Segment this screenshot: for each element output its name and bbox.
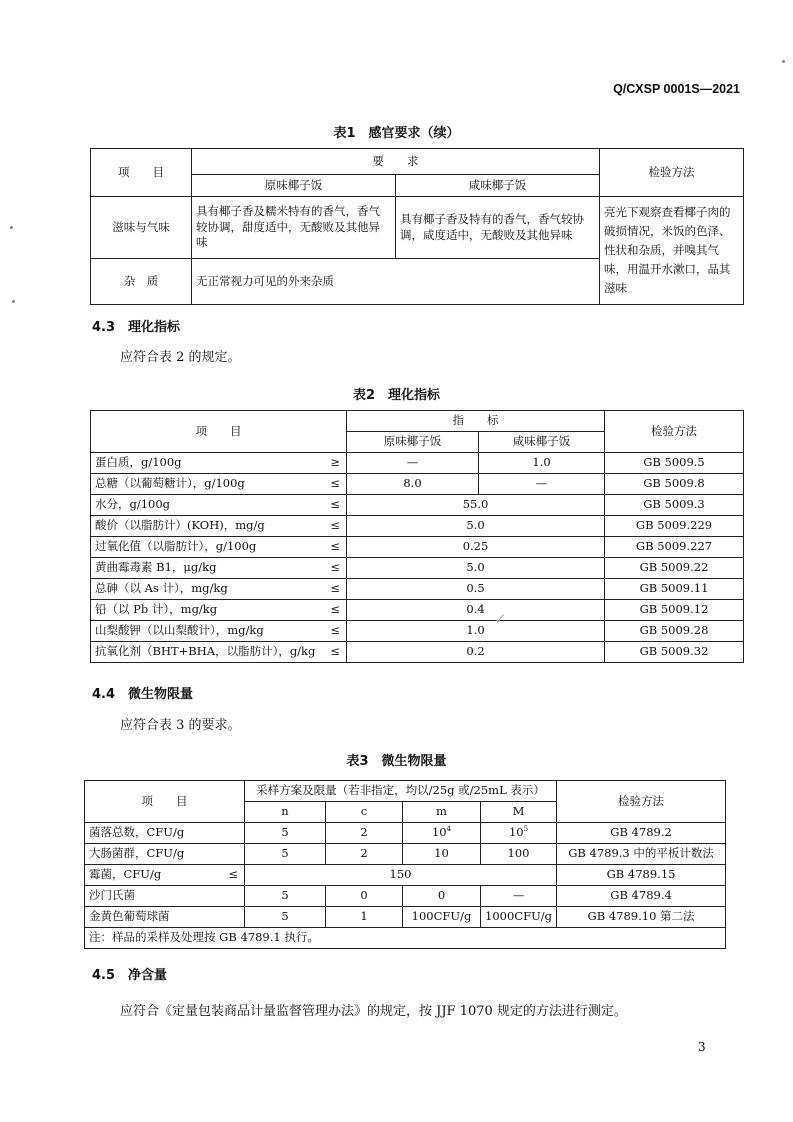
- scan-speck: [12, 300, 15, 303]
- item-text: 水分，g/100g: [95, 497, 171, 512]
- table2-value: 0.25: [347, 537, 605, 558]
- table2-value: 0.2: [347, 642, 605, 663]
- table2-header-original: 原味椰子饭: [347, 432, 479, 453]
- table3-c: 2: [326, 844, 403, 865]
- table3-header-M: M: [481, 802, 557, 823]
- table2-value: 5.0: [347, 516, 605, 537]
- table2-method: GB 5009.5: [605, 453, 744, 474]
- table3-header-m: m: [403, 802, 481, 823]
- table1-row-taste-salty: 具有椰子香及特有的香气，香气较协调，咸度适中，无酸败及其他异味: [396, 197, 600, 259]
- table2-item: [91, 474, 347, 495]
- m-base: 10: [431, 825, 447, 840]
- table2-header-method: 检验方法: [605, 411, 744, 453]
- scan-speck: [10, 226, 13, 229]
- section-4-3-title: 4.3 理化指标: [92, 320, 181, 335]
- table2-value: 1.0: [347, 621, 605, 642]
- item-text: 黄曲霉毒素 B1，μg/kg: [95, 560, 217, 575]
- table3-microbiological: [84, 780, 726, 949]
- table3-note: 注：样品的采样及处理按 GB 4789.1 执行。: [85, 928, 726, 949]
- table2-physicochemical: [90, 410, 744, 663]
- table2-method: GB 5009.8: [605, 474, 744, 495]
- table2-header-salty: 咸味椰子饭: [479, 432, 605, 453]
- table3-item: 大肠菌群，CFU/g: [85, 844, 245, 865]
- page-number: 3: [698, 1040, 706, 1054]
- table2-header-index: 指 标: [347, 411, 605, 432]
- table-row: [85, 823, 726, 844]
- table-row: [91, 621, 744, 642]
- table-row: [91, 516, 744, 537]
- table2-method: GB 5009.3: [605, 495, 744, 516]
- table3-M: —: [481, 886, 557, 907]
- table3-m: [403, 823, 481, 844]
- m-exponent: 4: [446, 825, 452, 834]
- table1-header-requirement: 要 求: [192, 149, 600, 175]
- table3-header-n: n: [245, 802, 326, 823]
- item-text: 总糖（以葡萄糖计），g/100g: [95, 476, 245, 491]
- section-4-4-title: 4.4 微生物限量: [92, 687, 194, 702]
- table1-header-method: 检验方法: [600, 149, 744, 197]
- table1-header-original: 原味椰子饭: [192, 175, 396, 197]
- table-row: [91, 579, 744, 600]
- table2-salty-value: —: [479, 474, 605, 495]
- table1-caption: 表1 感官要求（续）: [333, 126, 460, 141]
- table3-value: 150: [245, 865, 557, 886]
- table2-method: GB 5009.229: [605, 516, 744, 537]
- table2-item: [91, 453, 347, 474]
- table2-item: [91, 579, 347, 600]
- section-4-5-text: 应符合《定量包装商品计量监督管理办法》的规定，按 JJF 1070 规定的方法进行测定。: [120, 1004, 627, 1019]
- table3-m: 100CFU/g: [403, 907, 481, 928]
- table1-method-text: 亮光下观察查看椰子肉的破损情况，米饭的色泽、性状和杂质，并嗅其气味，用温开水漱口，品其滋味: [600, 197, 744, 305]
- table2-method: GB 5009.227: [605, 537, 744, 558]
- table-row: [91, 642, 744, 663]
- comparison-symbol: ≤: [330, 560, 340, 575]
- table-row: [85, 886, 726, 907]
- section-4-4-text: 应符合表 3 的要求。: [120, 718, 241, 733]
- table3-n: 5: [245, 907, 326, 928]
- table-row: [91, 474, 744, 495]
- table-row: [85, 844, 726, 865]
- table2-item: [91, 495, 347, 516]
- table3-method: GB 4789.4: [557, 886, 726, 907]
- table3-header-item: 项 目: [85, 781, 245, 823]
- table3-n: 5: [245, 886, 326, 907]
- table3-m: 10: [403, 844, 481, 865]
- comparison-symbol: ≤: [330, 623, 340, 638]
- table3-header-plan: 采样方案及限量（若非指定，均以/25g 或/25mL 表示）: [245, 781, 557, 802]
- table1-row-impurity-item: 杂 质: [91, 259, 192, 305]
- table2-caption: 表2 理化指标: [352, 388, 441, 403]
- table2-value: 5.0: [347, 558, 605, 579]
- table-row: [85, 907, 726, 928]
- table2-method: GB 5009.28: [605, 621, 744, 642]
- table3-c: 0: [326, 886, 403, 907]
- comparison-symbol: ≥: [330, 455, 340, 470]
- table2-item: [91, 516, 347, 537]
- table1-header-salty: 咸味椰子饭: [396, 175, 600, 197]
- item-text: 抗氧化剂（BHT+BHA，以脂肪计），g/kg: [95, 644, 316, 659]
- table2-original-value: 8.0: [347, 474, 479, 495]
- comparison-symbol: ≤: [330, 518, 340, 533]
- table3-c: 2: [326, 823, 403, 844]
- table1-row-impurity-req: 无正常视力可见的外来杂质: [192, 259, 600, 305]
- comparison-symbol: ≤: [330, 476, 340, 491]
- table2-method: GB 5009.11: [605, 579, 744, 600]
- table2-header-item: 项 目: [91, 411, 347, 453]
- table3-n: 5: [245, 823, 326, 844]
- table-row: [91, 453, 744, 474]
- table1-sensory: [90, 148, 744, 305]
- comparison-symbol: ≤: [330, 497, 340, 512]
- check-mark-icon: ✓: [494, 610, 507, 628]
- table1-header-item: 项 目: [91, 149, 192, 197]
- table3-item: 沙门氏菌: [85, 886, 245, 907]
- table2-method: GB 5009.32: [605, 642, 744, 663]
- table3-method: GB 4789.2: [557, 823, 726, 844]
- comparison-symbol: ≤: [330, 581, 340, 596]
- table-row: [91, 600, 744, 621]
- table3-m: 0: [403, 886, 481, 907]
- table2-value: 55.0: [347, 495, 605, 516]
- table3-M: 100: [481, 844, 557, 865]
- item-text: 铅（以 Pb 计），mg/kg: [95, 602, 218, 617]
- table3-header-method: 检验方法: [557, 781, 726, 823]
- table2-salty-value: 1.0: [479, 453, 605, 474]
- comparison-symbol: ≤: [330, 539, 340, 554]
- comparison-symbol: ≤: [228, 867, 238, 882]
- table2-original-value: —: [347, 453, 479, 474]
- section-4-3-text: 应符合表 2 的规定。: [120, 350, 241, 365]
- table3-M: 1000CFU/g: [481, 907, 557, 928]
- M-base: 10: [508, 825, 524, 840]
- table3-header-c: c: [326, 802, 403, 823]
- table3-method: GB 4789.3 中的平板计数法: [557, 844, 726, 865]
- table-row: [91, 495, 744, 516]
- item-text: 过氧化值（以脂肪计），g/100g: [95, 539, 257, 554]
- table2-item: [91, 621, 347, 642]
- table1-row-taste-item: 滋味与气味: [91, 197, 192, 259]
- section-4-5-title: 4.5 净含量: [92, 968, 168, 983]
- table-row: [91, 537, 744, 558]
- table2-item: [91, 537, 347, 558]
- standard-code: Q/CXSP 0001S—2021: [613, 82, 740, 96]
- table-row: [85, 865, 726, 886]
- table2-method: GB 5009.22: [605, 558, 744, 579]
- table2-value: 0.4: [347, 600, 605, 621]
- item-text: 酸价（以脂肪计）(KOH)，mg/g: [95, 518, 265, 533]
- table1-row-taste-original: 具有椰子香及糯米特有的香气，香气较协调，甜度适中，无酸败及其他异味: [192, 197, 396, 259]
- table2-item: [91, 600, 347, 621]
- table-row: [91, 558, 744, 579]
- table3-caption: 表3 微生物限量: [346, 754, 447, 769]
- item-text: 霉菌，CFU/g: [89, 867, 162, 882]
- scan-speck: [782, 60, 785, 63]
- table2-value: 0.5: [347, 579, 605, 600]
- comparison-symbol: ≤: [330, 602, 340, 617]
- table3-M: [481, 823, 557, 844]
- table3-method: GB 4789.15: [557, 865, 726, 886]
- table3-item: [85, 865, 245, 886]
- table2-item: [91, 558, 347, 579]
- table3-item: 菌落总数，CFU/g: [85, 823, 245, 844]
- table3-c: 1: [326, 907, 403, 928]
- item-text: 总砷（以 As 计），mg/kg: [95, 581, 228, 596]
- table2-method: GB 5009.12: [605, 600, 744, 621]
- table2-item: [91, 642, 347, 663]
- item-text: 蛋白质，g/100g: [95, 455, 182, 470]
- comparison-symbol: ≤: [330, 644, 340, 659]
- item-text: 山梨酸钾（以山梨酸计），mg/kg: [95, 623, 264, 638]
- M-exponent: 5: [523, 825, 529, 834]
- table3-item: 金黄色葡萄球菌: [85, 907, 245, 928]
- table3-n: 5: [245, 844, 326, 865]
- table3-method: GB 4789.10 第二法: [557, 907, 726, 928]
